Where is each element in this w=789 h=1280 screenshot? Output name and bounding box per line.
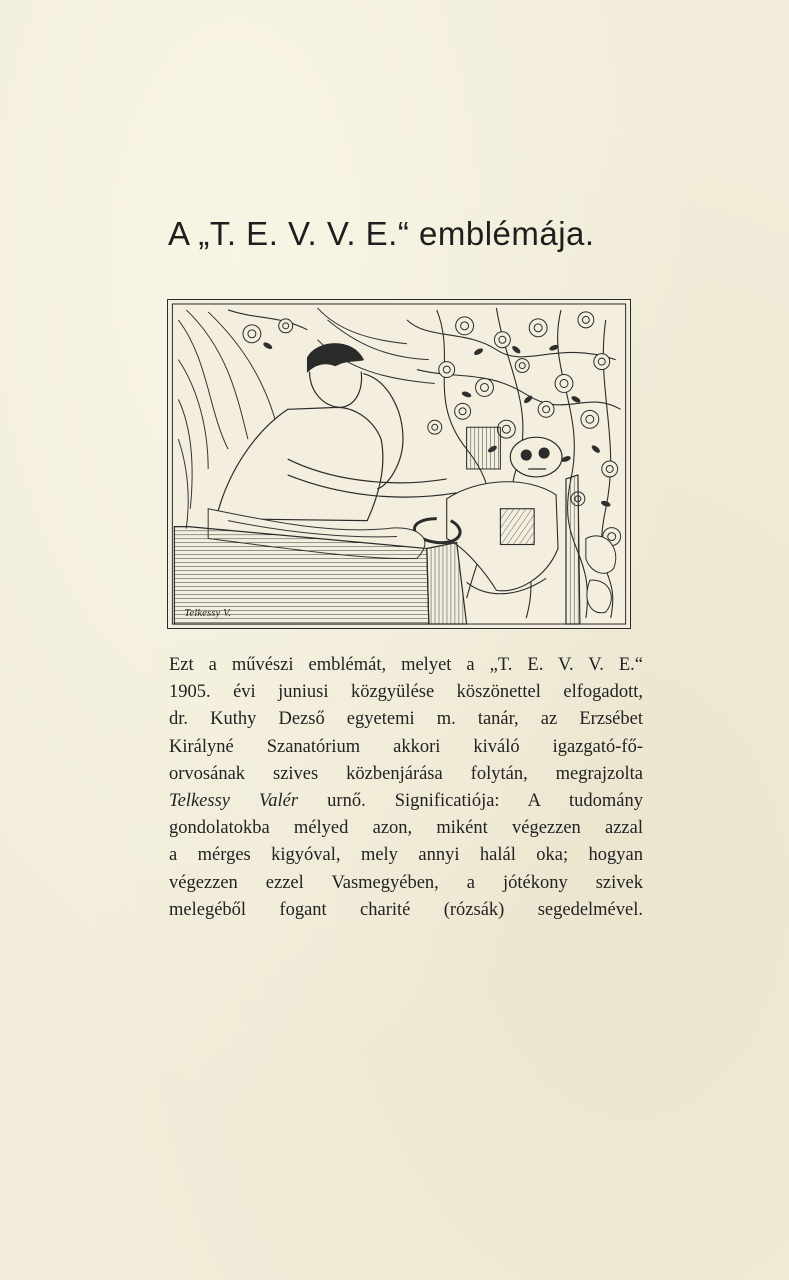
- caption-line: a mérges kigyóval, mely annyi halál oka; hogyan: [169, 845, 643, 866]
- page-title: A „T. E. V. V. E.“ emblémája.: [168, 215, 595, 252]
- caption-line-rest: urnő. Significatiója: A tudomány: [298, 791, 643, 812]
- artist-signature: Telkessy V.: [184, 607, 232, 620]
- caption-line: gondolatokba mélyed azon, miként végezzen azzal: [169, 818, 643, 839]
- caption-text: [169, 652, 643, 924]
- caption-line: 1905. évi juniusi közgyülése köszönettel elfogadott,: [169, 682, 643, 703]
- caption-line: melegéből fogant charité (rózsák) segedelmével.: [169, 899, 643, 920]
- caption-line: végezzen ezzel Vasmegyében, a jótékony szivek: [169, 872, 643, 893]
- artist-name: Telkessy Valér: [169, 791, 299, 812]
- caption-line: orvosának szives közbenjárása folytán, megrajzolta: [169, 763, 643, 784]
- caption-line: [169, 788, 643, 815]
- caption-line: dr. Kuthy Dezső egyetemi m. tanár, az Erzsébet: [169, 709, 643, 730]
- emblem-drawing: [168, 300, 630, 628]
- parchment: [447, 482, 558, 594]
- skull: [510, 437, 562, 477]
- flowers: [586, 536, 616, 613]
- trunk: [467, 427, 501, 469]
- caption-line: Királyné Szanatórium akkori kiváló igazgató-fő-: [169, 736, 643, 757]
- emblem-illustration: [167, 299, 631, 629]
- caption-line: Ezt a művészi emblémát, melyet a „T. E. V. V. E.“: [169, 655, 643, 675]
